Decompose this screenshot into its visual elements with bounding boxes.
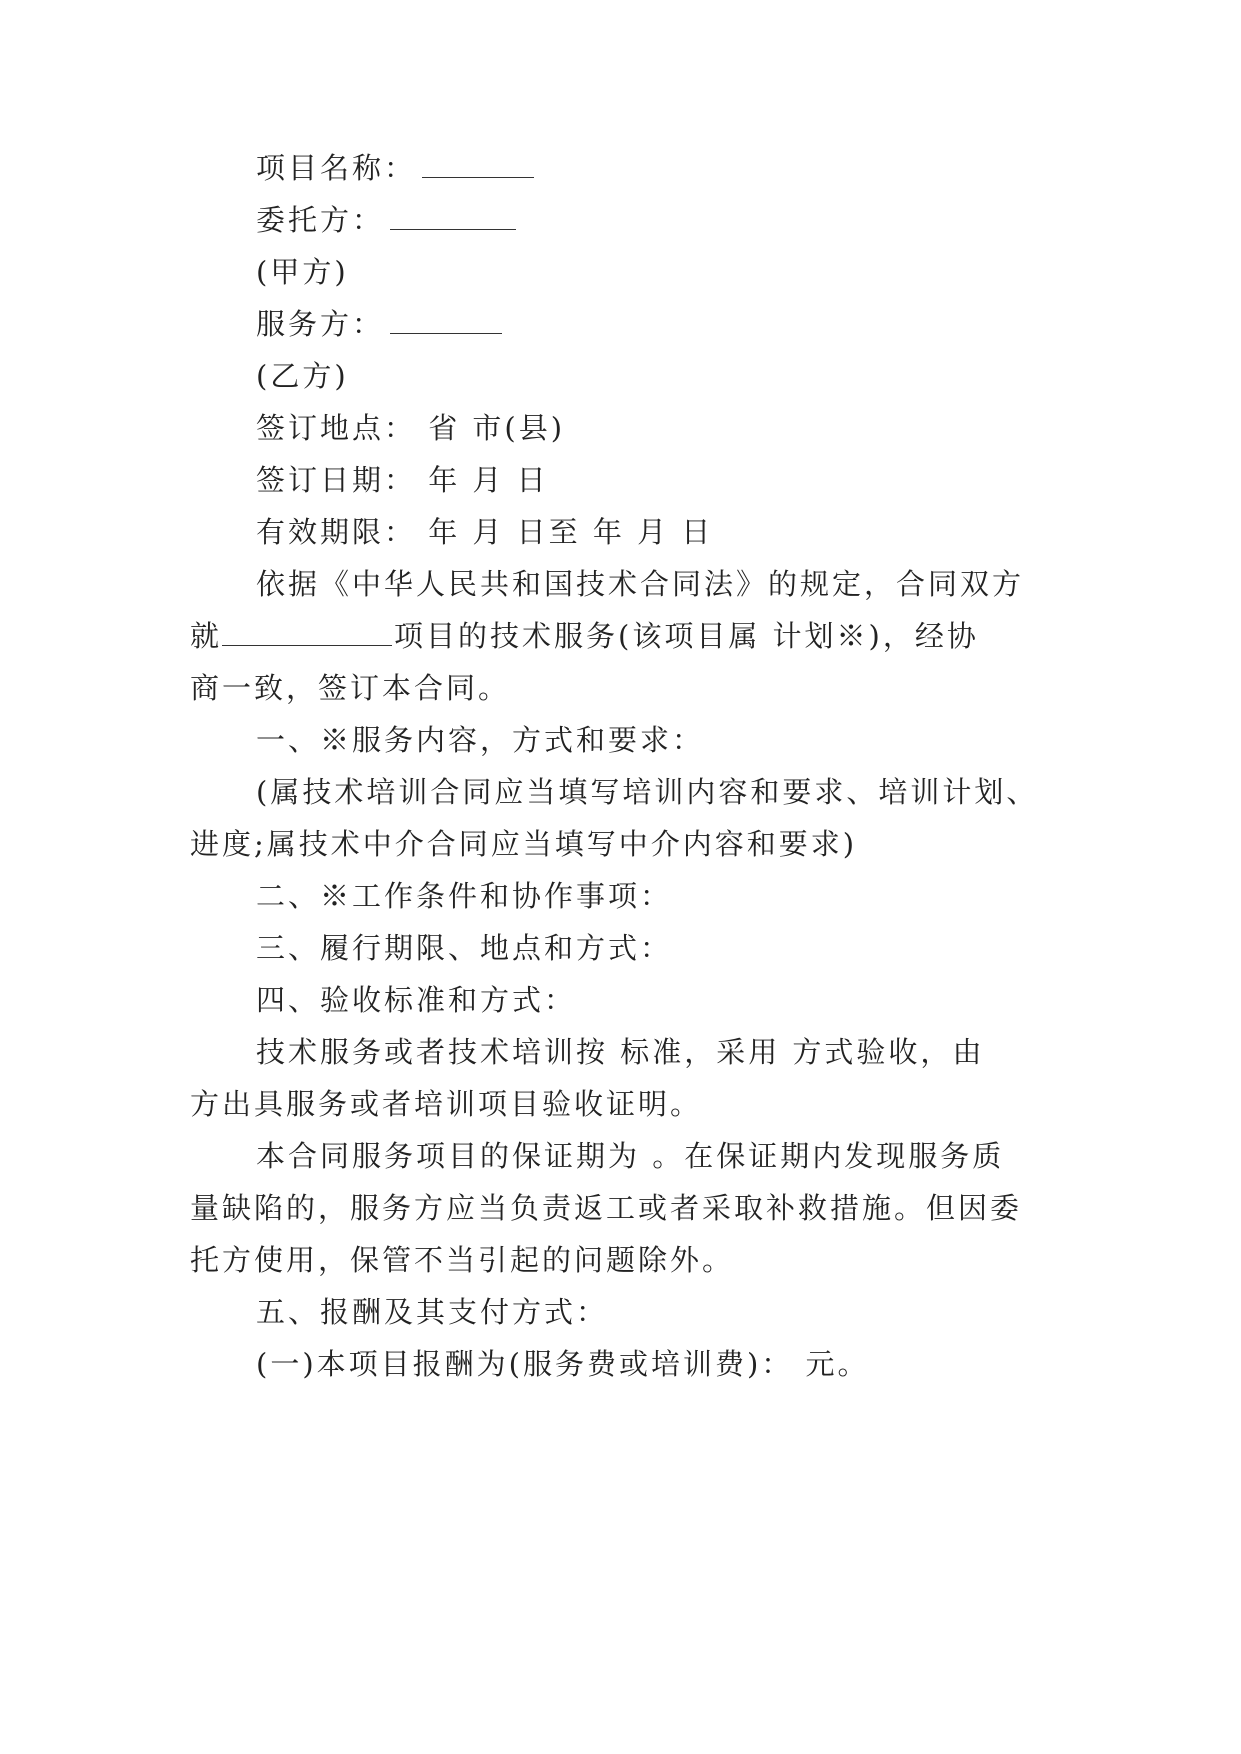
- intro-line-2-suffix: 项目的技术服务(该项目属 计划※)，经协: [394, 619, 979, 653]
- section-4-title: 四、验收标准和方式：: [256, 983, 577, 1017]
- client-label: 委托方：: [256, 203, 385, 237]
- section-1-title: 一、※服务内容，方式和要求：: [256, 723, 705, 757]
- provider-blank: [390, 307, 502, 334]
- valid-period-line: 有效期限： 年 月 日至 年 月 日: [256, 515, 714, 549]
- section-1-note-line-2: 进度;属技术中介合同应当填写中介内容和要求): [190, 827, 858, 861]
- section-5-title: 五、报酬及其支付方式：: [256, 1295, 609, 1329]
- section-4-p2-line-3: 托方使用，保管不当引起的问题除外。: [190, 1243, 735, 1277]
- party-b-line: (乙方): [256, 359, 349, 393]
- intro-line-2: [190, 616, 1070, 656]
- client-line: [256, 200, 1136, 240]
- project-name-line: [256, 148, 1136, 188]
- intro-line-1: 依据《中华人民共和国技术合同法》的规定，合同双方: [256, 567, 1025, 601]
- section-4-p1-line-1: 技术服务或者技术培训按 标准，采用 方式验收，由: [256, 1035, 985, 1069]
- section-4-p2-line-1: 本合同服务项目的保证期为 。在保证期内发现服务质: [256, 1139, 1005, 1173]
- intro-line-2-prefix: 就: [190, 619, 223, 653]
- section-2-title: 二、※工作条件和协作事项：: [256, 879, 673, 913]
- provider-label: 服务方：: [256, 307, 385, 341]
- section-1-note-line-1: (属技术培训合同应当填写培训内容和要求、培训计划、: [256, 775, 1039, 809]
- party-a-line: (甲方): [256, 255, 349, 289]
- section-5-item-1: (一)本项目报酬为(服务费或培训费)： 元。: [256, 1347, 870, 1381]
- intro-line-3: 商一致，签订本合同。: [190, 671, 511, 705]
- project-blank: [222, 619, 392, 646]
- section-4-p2-line-2: 量缺陷的，服务方应当负责返工或者采取补救措施。但因委: [190, 1191, 1023, 1225]
- provider-line: [256, 304, 1136, 344]
- section-3-title: 三、履行期限、地点和方式：: [256, 931, 673, 965]
- client-blank: [390, 203, 516, 230]
- project-name-blank: [422, 151, 534, 178]
- project-name-label: 项目名称：: [256, 151, 417, 185]
- sign-place-line: 签订地点： 省 市(县): [256, 411, 566, 445]
- sign-date-line: 签订日期： 年 月 日: [256, 463, 549, 497]
- section-4-p1-line-2: 方出具服务或者培训项目验收证明。: [190, 1087, 703, 1121]
